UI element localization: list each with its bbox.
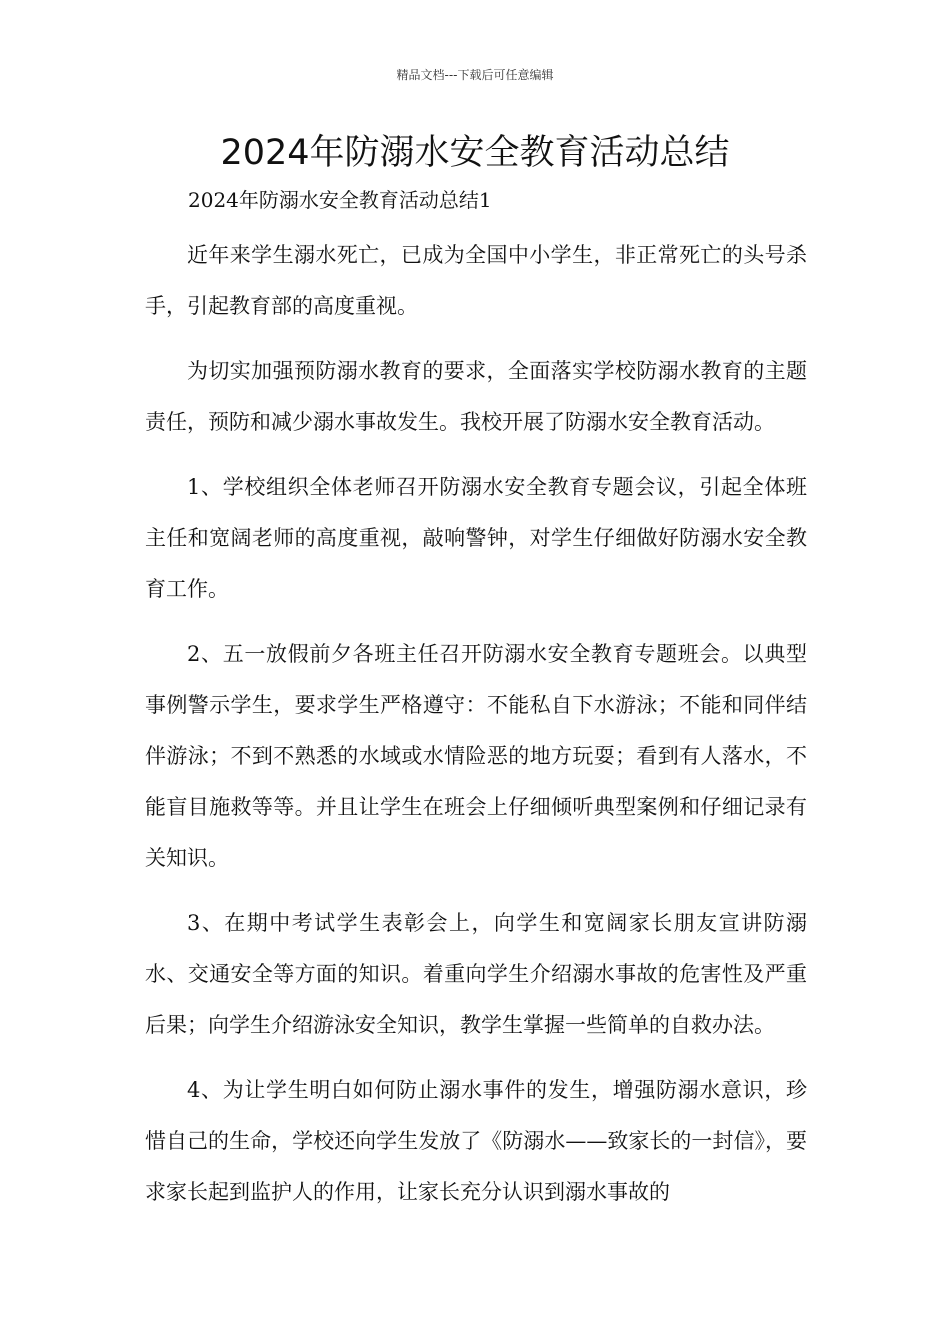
paragraph-item-2: 2、五一放假前夕各班主任召开防溺水安全教育专题班会。以典型事例警示学生，要求学生严格遵守：不能私自下水游泳；不能和同伴结伴游泳；不到不熟悉的水域或水情险恶的地方玩耍；看到有人落水，不能盲目施救等等。并且让学生在班会上仔细倾听典型案例和仔细记录有关知识。 (145, 642, 807, 870)
paragraph-purpose: 为切实加强预防溺水教育的要求，全面落实学校防溺水教育的主题责任，预防和减少溺水事故发生。我校开展了防溺水安全教育活动。 (145, 359, 807, 434)
paragraph-intro: 近年来学生溺水死亡，已成为全国中小学生，非正常死亡的头号杀手，引起教育部的高度重视。 (145, 243, 807, 318)
page-header-note: 精品文档---下载后可任意编辑 (396, 68, 554, 82)
paragraph-item-1: 1、学校组织全体老师召开防溺水安全教育专题会议，引起全体班主任和宽阔老师的高度重视，敲响警钟，对学生仔细做好防溺水安全教育工作。 (145, 475, 807, 601)
document-body (145, 230, 807, 1232)
paragraph-item-3: 3、在期中考试学生表彰会上，向学生和宽阔家长朋友宣讲防溺水、交通安全等方面的知识。着重向学生介绍溺水事故的危害性及严重后果；向学生介绍游泳安全知识，教学生掌握一些简单的自救办法。 (145, 911, 807, 1037)
document-title: 2024年防溺水安全教育活动总结 (220, 133, 730, 173)
document-subtitle: 2024年防溺水安全教育活动总结1 (188, 188, 492, 212)
paragraph-item-4: 4、为让学生明白如何防止溺水事件的发生，增强防溺水意识，珍惜自己的生命，学校还向学生发放了《防溺水——致家长的一封信》，要求家长起到监护人的作用，让家长充分认识到溺水事故的 (145, 1078, 807, 1204)
